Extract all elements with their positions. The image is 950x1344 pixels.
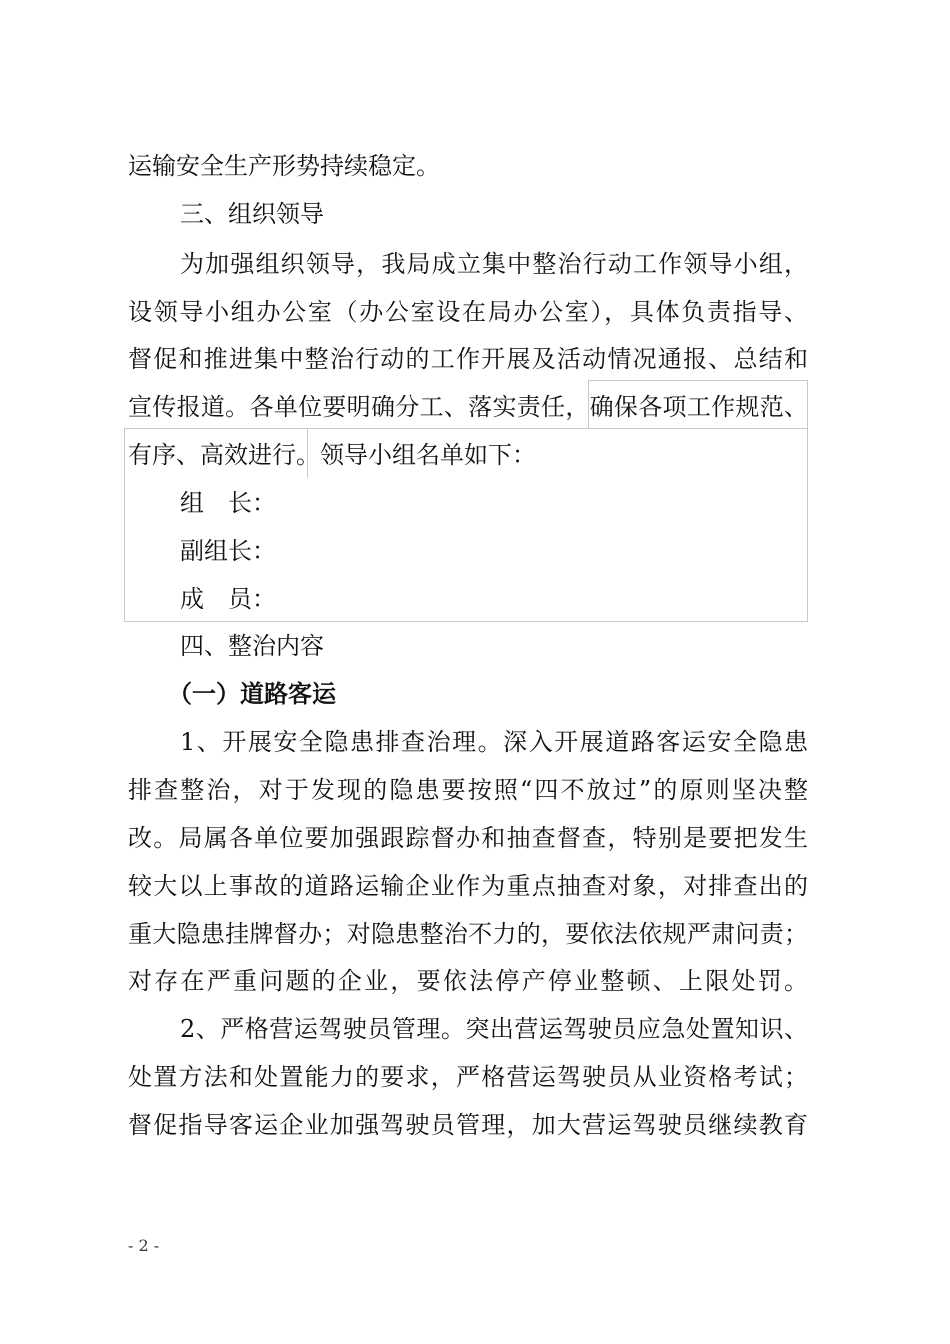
- paragraph-line: 较大以上事故的道路运输企业作为重点抽查对象，对排查出的: [128, 872, 808, 900]
- paragraph-line: 排查整治，对于发现的隐患要按照“四不放过”的原则坚决整: [128, 776, 808, 804]
- paragraph-line: 处置方法和处置能力的要求，严格营运驾驶员从业资格考试；: [128, 1063, 808, 1091]
- paragraph-line: 督促和推进集中整治行动的工作开展及活动情况通报、总结和: [128, 345, 808, 373]
- member-deputy: 副组长：: [180, 537, 276, 565]
- paragraph-line: 1、开展安全隐患排查治理。深入开展道路客运安全隐患: [180, 728, 808, 756]
- paragraph-line: 宣传报道。各单位要明确分工、落实责任，确保各项工作规范、: [128, 393, 808, 421]
- paragraph-line: 重大隐患挂牌督办；对隐患整治不力的，要依法依规严肃问责；: [128, 920, 808, 948]
- paragraph-line: 对存在严重问题的企业，要依法停产停业整顿、上限处罚。: [128, 967, 808, 995]
- section-heading: 四、整治内容: [180, 632, 324, 660]
- paragraph-line: 运输安全生产形势持续稳定。: [128, 152, 440, 180]
- paragraph-line: 2、严格营运驾驶员管理。突出营运驾驶员应急处置知识、: [180, 1015, 808, 1043]
- paragraph-line: 为加强组织领导，我局成立集中整治行动工作领导小组，: [180, 250, 808, 278]
- paragraph-line: 督促指导客运企业加强驾驶员管理，加大营运驾驶员继续教育: [128, 1111, 808, 1139]
- paragraph-line: 设领导小组办公室（办公室设在局办公室），具体负责指导、: [128, 298, 808, 326]
- page-number: - 2 -: [128, 1236, 160, 1255]
- paragraph-line: 改。局属各单位要加强跟踪督办和抽查督查，特别是要把发生: [128, 824, 808, 852]
- member-members: 成 员：: [180, 585, 276, 613]
- paragraph-line: 有序、高效进行。领导小组名单如下：: [128, 441, 536, 469]
- subsection-heading: （一）道路客运: [168, 679, 336, 708]
- member-leader: 组 长：: [180, 489, 276, 517]
- section-heading: 三、组织领导: [180, 200, 324, 228]
